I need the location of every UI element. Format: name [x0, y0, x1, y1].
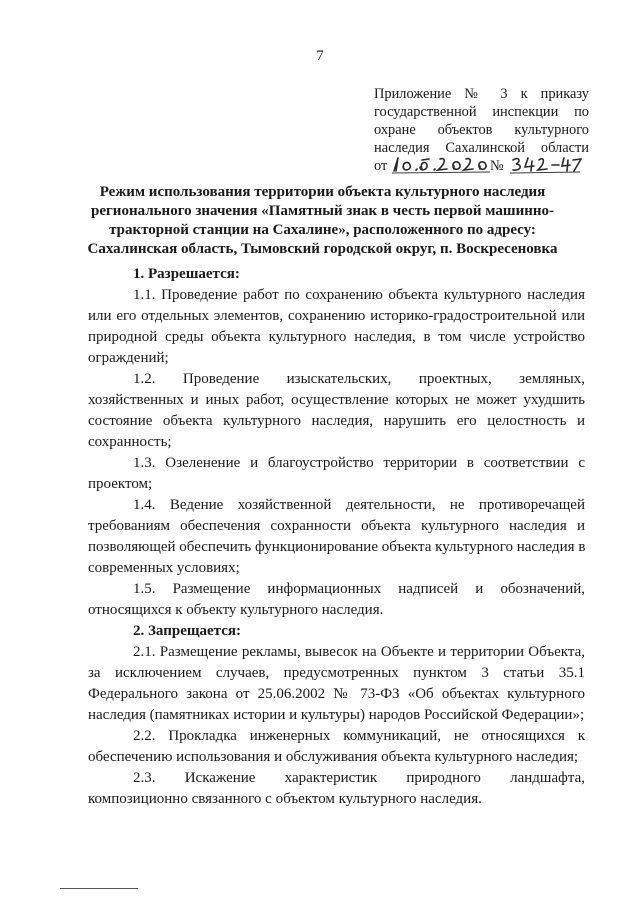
paragraph-line: 1.5. Размещение информационных надписей и обозначений, — [133, 581, 585, 597]
section-heading: 2. Запрещается: — [133, 623, 242, 639]
appendix-line: охране объектов культурного — [374, 122, 589, 138]
paragraph-line: за исключением случаев, предусмотренных пунктом 3 статьи 35.1 — [88, 665, 585, 681]
appendix-line: государственной инспекции по — [374, 104, 589, 120]
paragraph-line: относящихся к объекту культурного наследия. — [88, 602, 384, 618]
title-line: Сахалинская область, Тымовский городской округ, п. Воскресеновка — [87, 241, 558, 257]
title-line: регионального значения «Памятный знак в честь первой машинно- — [90, 203, 554, 219]
appendix-from-label: от — [374, 158, 388, 174]
title-line: Режим использования территории объекта культурного наследия — [99, 184, 546, 200]
page-number: 7 — [316, 48, 324, 64]
paragraph-line: или его отдельных элементов, сохранению историко-градостроительной или — [88, 308, 585, 324]
paragraph-line: 1.2. Проведение изыскательских, проектных, земляных, — [133, 371, 585, 387]
appendix-line: Приложение № 3 к приказу — [374, 86, 589, 102]
paragraph-line: 1.4. Ведение хозяйственной деятельности, не противоречащей — [133, 497, 585, 513]
appendix-line: наследия Сахалинской области — [374, 140, 589, 156]
paragraph-line: ограждений; — [88, 350, 169, 366]
section-allowed — [88, 264, 585, 810]
paragraph-line: Федерального закона от 25.06.2002 № 73-ФЗ «Об объектах культурного — [88, 686, 585, 702]
paragraph-line: проектом; — [88, 476, 153, 492]
handwritten-date — [392, 153, 492, 175]
paragraph-line: современных условиях; — [88, 560, 240, 576]
section-heading: 1. Разрешается: — [133, 266, 240, 282]
paragraph-line: обеспечению использования и обслуживания объекта культурного наследия; — [88, 749, 579, 765]
paragraph-line: позволяющей обеспечить функционирование объекта культурного наследия в — [88, 539, 586, 555]
paragraph-line: хозяйственных и иных работ, осуществление которых не может ухудшить — [88, 392, 585, 408]
document-title — [40, 183, 605, 259]
title-line: тракторной станции на Сахалине», расположенного по адресу: — [109, 222, 536, 238]
paragraph-line: требованиям обеспечения сохранности объекта культурного наследия и — [88, 518, 585, 534]
paragraph-line: наследия (памятниках истории и культуры) народов Российской Федерации»; — [88, 707, 585, 723]
paragraph-line: 2.3. Искажение характеристик природного ландшафта, — [133, 770, 585, 786]
appendix-block — [374, 85, 589, 175]
footnote-divider — [60, 888, 138, 889]
appendix-date-line — [374, 157, 589, 175]
paragraph-line: 2.1. Размещение рекламы, вывесок на Объекте и территории Объекта, — [133, 644, 585, 660]
paragraph-line: 1.3. Озеленение и благоустройство территории в соответствии с — [133, 455, 585, 471]
paragraph-line: природной среды объекта культурного наследия, в том числе устройство — [88, 329, 585, 345]
appendix-number-label: № — [490, 158, 504, 174]
paragraph-line: композиционно связанного с объектом культурного наследия. — [88, 791, 482, 807]
paragraph-line: 2.2. Прокладка инженерных коммуникаций, не относящихся к — [133, 728, 585, 744]
paragraph-line: состояние объекта культурного наследия, нарушить его целостность и — [88, 413, 585, 429]
paragraph-line: сохранность; — [88, 434, 172, 450]
handwritten-order-number — [510, 153, 582, 175]
paragraph-line: 1.1. Проведение работ по сохранению объекта культурного наследия — [133, 287, 585, 303]
